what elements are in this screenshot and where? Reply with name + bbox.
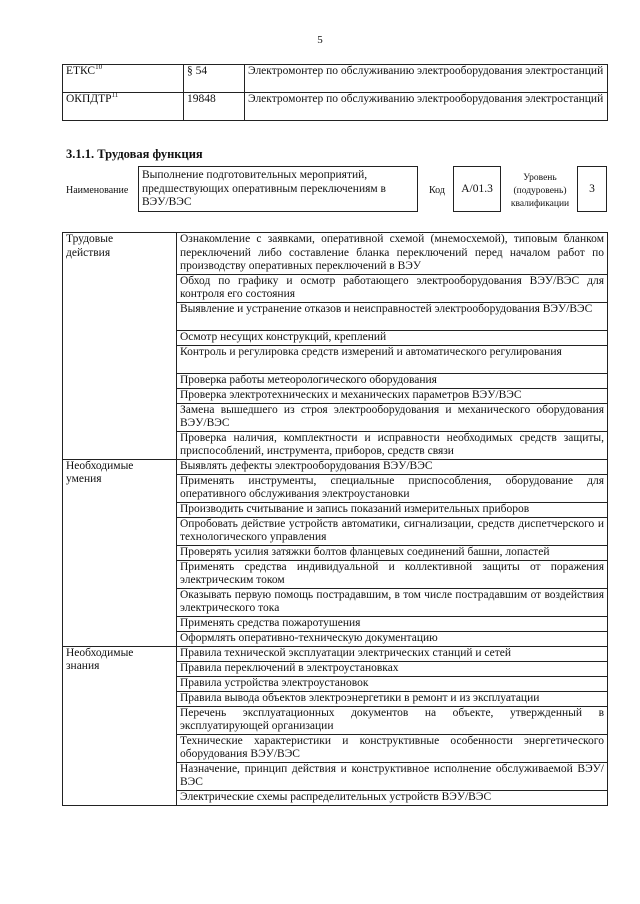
list-item: Осмотр несущих конструкций, креплений [177,330,608,345]
function-name-box [138,166,418,212]
list-item: Проверка работы метеорологического оборудования [177,373,608,388]
classifier-code: ОКПДТР$^{11}$ [63,93,184,121]
level-label-line: (подуровень) [513,186,567,196]
list-item: Применять средства индивидуальной и коллективной защиты от поражения электрическим током [177,560,608,588]
list-item: Электрические схемы распределительных устройств ВЭУ/ВЭС [177,790,608,805]
group-label: Необходимые умения [63,459,177,646]
level-label [504,172,576,211]
list-item: Выявление и устранение отказов и неисправностей электрооборудования ВЭУ/ВЭС [177,302,608,330]
list-item: Проверка электротехнических и механических параметров ВЭУ/ВЭС [177,388,608,403]
level-label-line: Уровень [523,173,557,183]
function-name-label: Наименование [66,185,129,196]
list-item: Перечень эксплуатационных документов на объекте, утвержденный в эксплуатирующей организации [177,706,608,734]
list-item: Ознакомление с заявками, оперативной схемой (мнемосхемой), типовым бланком переключений либо составление бланка переключений перед началом работ по производству оперативных переключений в ВЭУ [177,233,608,275]
level-label-line: квалификации [510,199,570,209]
list-item: Производить считывание и запись показаний измерительных приборов [177,502,608,517]
classifier-number: 19848 [184,93,245,121]
list-item: Оказывать первую помощь пострадавшим, в том числе пострадавшим от воздействия электрического тока [177,588,608,616]
page-number: 5 [317,34,323,46]
table-row [63,459,608,474]
list-item: Замена вышедшего из строя электрооборудования и механического оборудования ВЭУ/ВЭС [177,403,608,431]
function-name-value: Выполнение подготовительных мероприятий, предшествующих оперативным переключениям в ВЭУ/ВЭС [142,169,386,208]
level-box [577,166,607,212]
classifier-code: ЕТКС$^{10}$ [63,65,184,93]
table-row [63,65,608,93]
section-heading: 3.1.1. Трудовая функция [66,147,203,161]
list-item: Обход по графику и осмотр работающего электрооборудования ВЭУ/ВЭС для контроля его состояния [177,274,608,302]
list-item: Проверка наличия, комплектности и исправности необходимых средств защиты, приспособлений, инструмента, приборов, средств связи [177,431,608,459]
list-item: Опробовать действие устройств автоматики, сигнализации, средств диспетчерского и технологического управления [177,517,608,545]
code-value: А/01.3 [461,183,493,195]
list-item: Контроль и регулировка средств измерений и автоматического регулирования [177,345,608,373]
list-item: Проверять усилия затяжки болтов фланцевых соединений башни, лопастей [177,545,608,560]
list-item: Выявлять дефекты электрооборудования ВЭУ/ВЭС [177,459,608,474]
code-label: Код [429,185,445,196]
list-item: Оформлять оперативно-техническую документацию [177,631,608,646]
table-row [63,93,608,121]
list-item: Правила переключений в электроустановках [177,661,608,676]
list-item: Правила устройства электроустановок [177,676,608,691]
list-item: Назначение, принцип действия и конструктивное исполнение обслуживаемой ВЭУ/ВЭС [177,762,608,790]
list-item: Технические характеристики и конструктивные особенности энергетического оборудования ВЭУ/ВЭС [177,734,608,762]
table-row [63,646,608,661]
function-table [62,232,608,806]
classifier-number: § 54 [184,65,245,93]
code-box [453,166,501,212]
classifier-title: Электромонтер по обслуживанию электрооборудования электростанций [245,93,608,121]
group-label: Трудовые действия [63,233,177,460]
classification-table [62,64,608,121]
classifier-title: Электромонтер по обслуживанию электрооборудования электростанций [245,65,608,93]
group-label: Необходимые знания [63,646,177,805]
list-item: Правила вывода объектов электроэнергетики в ремонт и из эксплуатации [177,691,608,706]
table-row [63,233,608,275]
list-item: Правила технической эксплуатации электрических станций и сетей [177,646,608,661]
list-item: Применять средства пожаротушения [177,616,608,631]
list-item: Применять инструменты, специальные приспособления, оборудование для оперативного обслуживания электроустановки [177,474,608,502]
level-value: 3 [589,183,595,195]
